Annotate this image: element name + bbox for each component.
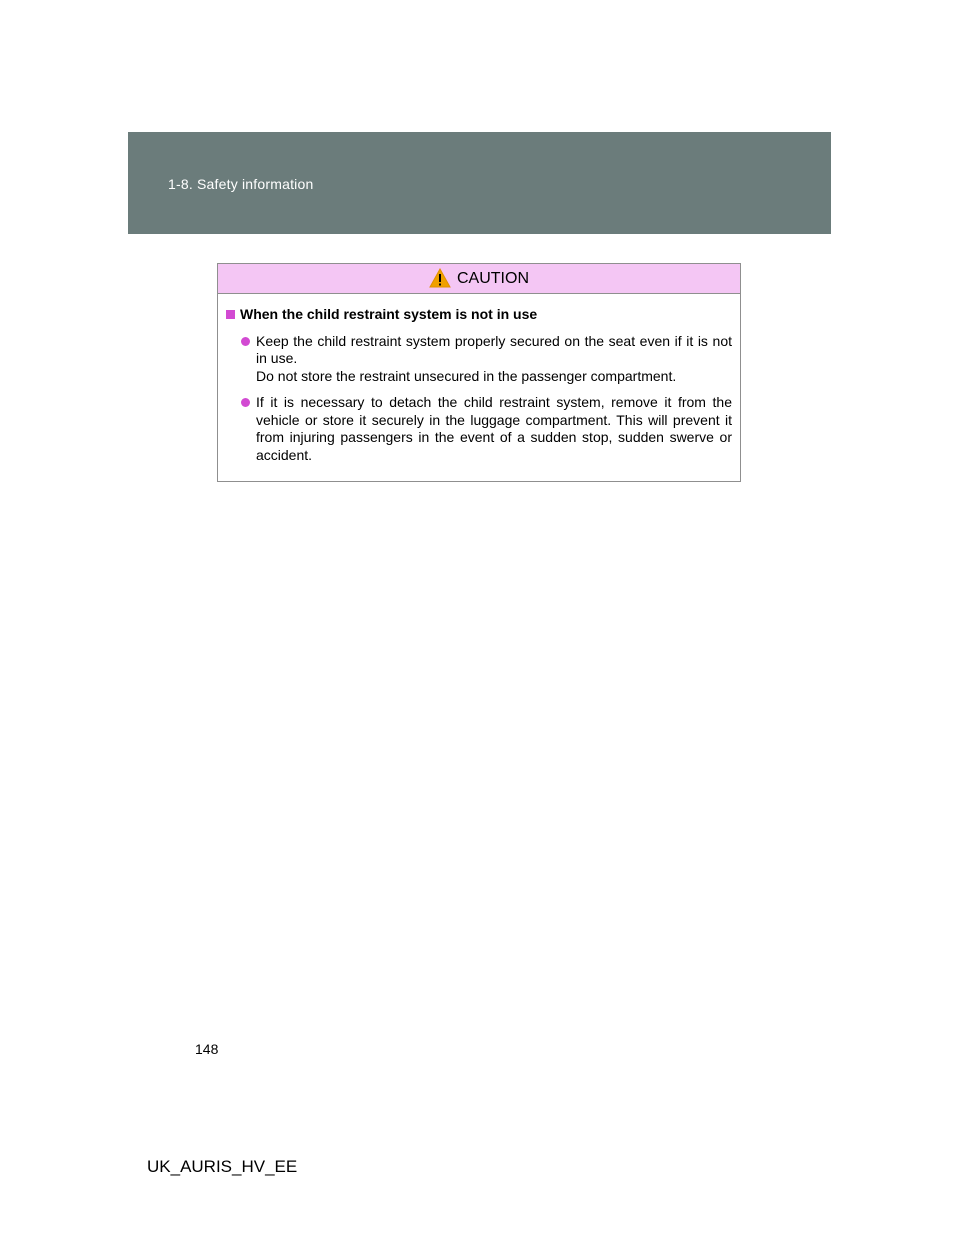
square-bullet-icon — [226, 310, 235, 319]
caution-heading-text: When the child restraint system is not in use — [240, 306, 538, 322]
page-number: 148 — [195, 1041, 219, 1057]
section-title: 1-8. Safety information — [168, 176, 314, 192]
list-item-text — [256, 394, 732, 464]
header-band — [128, 132, 831, 234]
caution-title: CAUTION — [457, 269, 529, 287]
document-code: UK_AURIS_HV_EE — [147, 1157, 298, 1176]
warning-triangle-icon — [429, 268, 451, 288]
caution-heading — [226, 306, 732, 324]
list-item-line: If it is necessary to detach the child restraint system, remove it from the vehicle or store it securely in the luggage compartment. This will prevent it from injuring passengers in the event of a sudden stop, sudden swerve or accident. — [256, 394, 732, 463]
round-bullet-icon — [241, 337, 250, 346]
round-bullet-icon — [241, 398, 250, 407]
list-item-line: Keep the child restraint system properly secured on the seat even if it is not in use. — [256, 332, 732, 366]
caution-body — [218, 294, 740, 464]
list-item — [241, 333, 732, 386]
caution-box — [217, 263, 741, 482]
list-item-text — [256, 333, 732, 386]
list-item — [241, 394, 732, 464]
caution-header — [218, 264, 740, 294]
list-item-line: Do not store the restraint unsecured in the passenger compartment. — [256, 367, 677, 384]
